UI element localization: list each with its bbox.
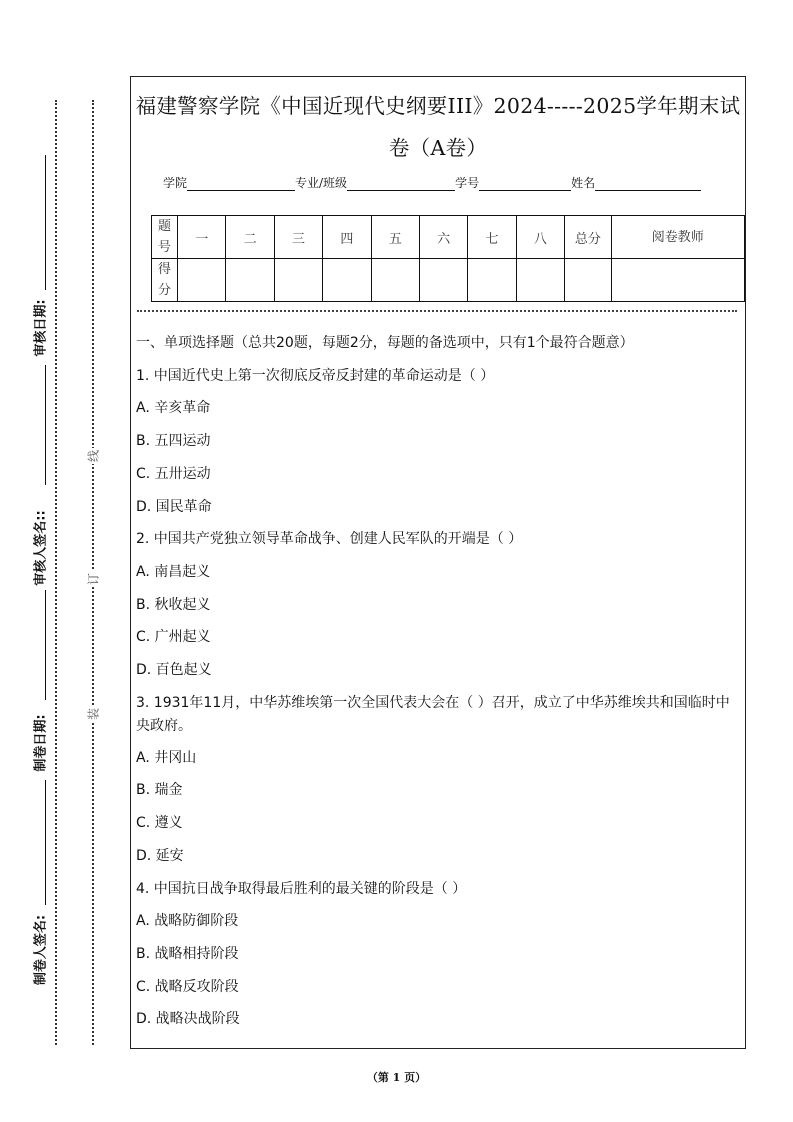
answer-option[interactable]: B. 瑞金 <box>136 782 183 799</box>
review-date-label: 审核日期: <box>33 299 49 357</box>
answer-option[interactable]: B. 秋收起义 <box>136 596 211 613</box>
column-header: 八 <box>516 216 564 259</box>
answer-option[interactable]: B. 五四运动 <box>136 433 211 450</box>
exam-title-line2: 卷（A卷） <box>388 136 488 160</box>
answer-option[interactable]: A. 井冈山 <box>136 749 197 766</box>
signature-line <box>45 780 46 905</box>
prepare-date-label: 制卷日期: <box>33 714 49 772</box>
name-field[interactable] <box>595 178 701 191</box>
score-cell[interactable] <box>419 259 467 302</box>
header-separator <box>137 310 737 312</box>
answer-option[interactable]: A. 南昌起义 <box>136 563 211 580</box>
answer-option[interactable]: B. 战略相持阶段 <box>136 945 239 962</box>
column-header: 一 <box>178 216 226 259</box>
score-cell[interactable] <box>516 259 564 302</box>
answer-option[interactable]: C. 战略反攻阶段 <box>136 978 239 995</box>
question-stem: 1. 中国近代史上第一次彻底反帝反封建的革命运动是（ ） <box>136 367 495 384</box>
answer-option[interactable]: A. 战略防御阶段 <box>136 913 239 930</box>
score-cell[interactable] <box>371 259 419 302</box>
score-cell[interactable] <box>611 259 744 302</box>
column-header: 四 <box>323 216 371 259</box>
field-label-college: 学院 <box>163 176 188 190</box>
exam-title: 福建警察学院《中国近现代史纲要III》2024-----2025学年期末试 <box>135 94 741 118</box>
field-label-major: 专业/班级 <box>295 176 348 190</box>
college-field[interactable] <box>187 178 295 191</box>
section-heading: 一、单项选择题（总共20题，每题2分，每题的备选项中，只有1个最符合题意） <box>136 335 634 351</box>
binding-mark-zhuang: 装 <box>86 707 101 721</box>
answer-option[interactable]: D. 战略决战阶段 <box>136 1011 240 1028</box>
row-label-score: 得分 <box>152 259 178 302</box>
answer-option[interactable]: C. 五卅运动 <box>136 465 211 482</box>
score-table <box>151 215 745 302</box>
answer-option[interactable]: A. 辛亥革命 <box>136 400 211 417</box>
major-class-field[interactable] <box>347 178 455 191</box>
signature-line <box>45 365 46 485</box>
column-header: 七 <box>468 216 516 259</box>
reviewer-signature-label: 审核人签名:: <box>33 510 49 586</box>
question-stem: 2. 中国共产党独立领导革命战争、创建人民军队的开端是（ ） <box>136 531 523 548</box>
answer-option[interactable]: D. 国民革命 <box>136 498 212 515</box>
answer-option[interactable]: D. 百色起义 <box>136 662 212 679</box>
score-cell[interactable] <box>226 259 274 302</box>
question-stem: 4. 中国抗日战争取得最后胜利的最关键的阶段是（ ） <box>136 880 467 897</box>
page-number: （第 1 页） <box>366 1071 427 1084</box>
signature-line <box>45 590 46 700</box>
exam-frame <box>130 76 746 1049</box>
column-header: 三 <box>274 216 322 259</box>
column-header: 总分 <box>565 216 612 259</box>
question-content <box>136 327 742 1036</box>
column-header: 二 <box>226 216 274 259</box>
column-header: 阅卷教师 <box>611 216 744 259</box>
answer-option[interactable]: D. 延安 <box>136 847 184 864</box>
column-header: 六 <box>419 216 467 259</box>
score-cell[interactable] <box>565 259 612 302</box>
score-cell[interactable] <box>178 259 226 302</box>
preparer-signature-label: 制卷人签名: <box>33 914 49 986</box>
margin-dotted-line <box>55 100 57 1045</box>
student-info <box>163 174 701 191</box>
answer-option[interactable]: C. 遵义 <box>136 815 183 832</box>
score-cell[interactable] <box>323 259 371 302</box>
question-stem: 3. 1931年11月，中华苏维埃第一次全国代表大会在（ ）召开，成立了中华苏维埃共和国临时中央政府。 <box>136 694 730 734</box>
answer-option[interactable]: C. 广州起义 <box>136 629 211 646</box>
column-header: 五 <box>371 216 419 259</box>
field-label-student-id: 学号 <box>455 176 480 190</box>
signature-line <box>45 155 46 290</box>
score-cell[interactable] <box>468 259 516 302</box>
student-id-field[interactable] <box>479 178 571 191</box>
binding-mark-ding: 订 <box>86 572 101 586</box>
field-label-name: 姓名 <box>571 176 596 190</box>
row-label-question-number: 题号 <box>152 216 178 259</box>
binding-mark-xian: 线 <box>86 449 101 463</box>
score-cell[interactable] <box>274 259 322 302</box>
